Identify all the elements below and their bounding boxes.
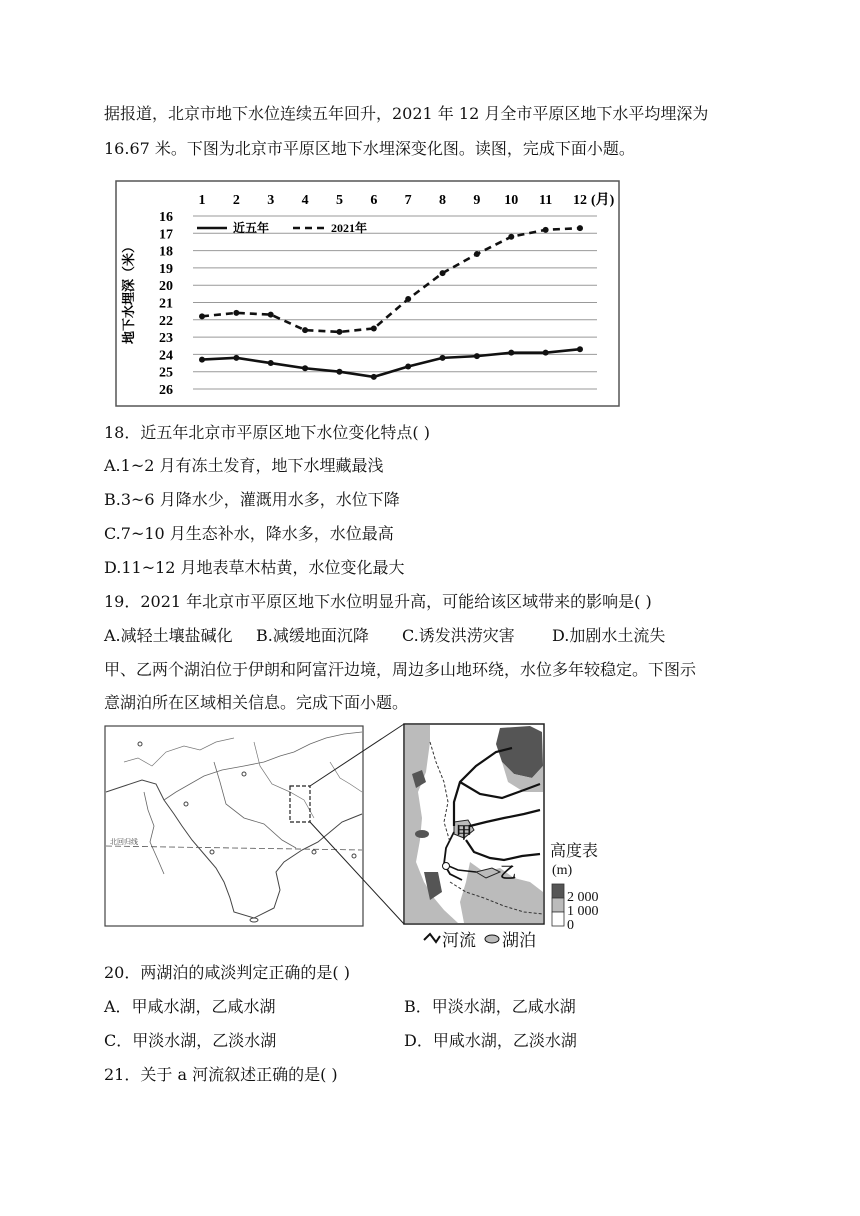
y-tick-label: 25 — [159, 365, 173, 381]
data-point — [268, 312, 274, 318]
q20-option-b[interactable]: B．甲淡水湖，乙咸水湖 — [404, 997, 576, 1016]
data-point — [474, 353, 480, 359]
q18-option-d[interactable]: D.11~12 月地表草木枯黄，水位变化最大 — [104, 558, 405, 577]
data-point — [268, 360, 274, 366]
q18-option-b[interactable]: B.3~6 月降水少，灌溉用水多，水位下降 — [104, 490, 400, 509]
q21-stem: 21．关于 a 河流叙述正确的是( ) — [104, 1065, 338, 1084]
data-point — [199, 357, 205, 363]
x-axis-unit: (月) — [591, 193, 615, 208]
x-tick-label: 2 — [232, 193, 240, 208]
y-tick-label: 24 — [159, 348, 173, 364]
q20-option-a[interactable]: A．甲咸水湖，乙咸水湖 — [104, 997, 276, 1016]
map-legend — [424, 931, 536, 950]
y-tick-label: 22 — [159, 313, 173, 329]
lake-jia-label: 甲 — [456, 825, 473, 842]
q18-option-a[interactable]: A.1~2 月有冻土发育，地下水埋藏最浅 — [104, 456, 384, 475]
intro-line-2: 16.67 米。下图为北京市平原区地下水埋深变化图。读图，完成下面小题。 — [104, 139, 635, 158]
data-point — [199, 313, 205, 319]
legend-label-1: 近五年 — [233, 221, 270, 235]
lake-yi-label: 乙 — [500, 865, 517, 882]
elevation-swatch-low — [552, 912, 564, 926]
y-tick-label: 17 — [159, 227, 173, 243]
x-tick-label: 12 — [573, 193, 587, 208]
elevation-legend — [550, 841, 599, 933]
data-point — [233, 310, 239, 316]
y-axis-label: 地下水埋深（米） — [121, 239, 136, 345]
elevation-2000: 2 000 — [567, 890, 599, 905]
elevation-legend-title: 高度表 — [550, 843, 599, 860]
x-tick-label: 10 — [504, 193, 519, 208]
data-point — [508, 350, 514, 356]
overview-map — [105, 724, 404, 926]
groundwater-depth-chart — [115, 180, 620, 407]
inset-map — [404, 724, 544, 924]
x-tick-label: 9 — [473, 193, 481, 208]
region-map-figure — [104, 722, 624, 954]
q19-stem: 19．2021 年北京市平原区地下水位明显升高，可能给该区域带来的影响是( ) — [104, 592, 652, 611]
x-tick-label: 1 — [198, 193, 206, 208]
elevation-1000: 1 000 — [567, 904, 599, 919]
data-point — [371, 325, 377, 331]
y-tick-label: 20 — [159, 279, 173, 295]
q19-option-c[interactable]: C.诱发洪涝灾害 — [402, 626, 515, 645]
data-point — [233, 355, 239, 361]
y-tick-label: 19 — [159, 261, 173, 277]
data-point — [577, 346, 583, 352]
q18-option-c[interactable]: C.7~10 月生态补水，降水多，水位最高 — [104, 524, 394, 543]
river-symbol — [424, 934, 440, 942]
legend-river-label: 河流 — [442, 931, 476, 950]
y-tick-label: 21 — [159, 296, 173, 312]
x-tick-label: 6 — [370, 193, 378, 208]
x-tick-label: 8 — [439, 193, 447, 208]
data-point — [508, 234, 514, 240]
q20-stem: 20．两湖泊的咸淡判定正确的是( ) — [104, 963, 350, 982]
x-tick-label: 3 — [267, 193, 275, 208]
lake-symbol — [485, 935, 499, 943]
q18-stem: 18．近五年北京市平原区地下水位变化特点( ) — [104, 423, 430, 442]
data-point — [302, 365, 308, 371]
legend-lake-label: 湖泊 — [502, 931, 536, 950]
data-point — [440, 270, 446, 276]
data-point — [577, 225, 583, 231]
q19-option-d[interactable]: D.加剧水土流失 — [552, 626, 666, 645]
data-point — [543, 350, 549, 356]
y-tick-label: 16 — [159, 210, 173, 225]
elevation-swatch-mid — [552, 898, 564, 912]
q20-option-c[interactable]: C．甲淡水湖，乙淡水湖 — [104, 1031, 277, 1050]
data-point — [474, 251, 480, 257]
data-point — [336, 369, 342, 375]
intro2-line-1: 甲、乙两个湖泊位于伊朗和阿富汗边境，周边多山地环绕，水位多年较稳定。下图示 — [104, 660, 697, 679]
y-tick-label: 18 — [159, 244, 173, 260]
q19-option-a[interactable]: A.减轻土壤盐碱化 — [104, 626, 233, 645]
data-point — [302, 327, 308, 333]
elevation-legend-unit: (m) — [552, 863, 573, 878]
x-tick-label: 11 — [539, 193, 553, 208]
data-point — [440, 355, 446, 361]
intro-line-1: 据报道，北京市地下水位连续五年回升，2021 年 12 月全市平原区地下水平均埋深为 — [104, 104, 709, 123]
y-tick-label: 23 — [159, 331, 173, 347]
q19-option-b[interactable]: B.减缓地面沉降 — [256, 626, 369, 645]
chart-frame — [116, 181, 619, 406]
legend-label-2: 2021年 — [331, 221, 368, 235]
data-point — [405, 364, 411, 370]
x-tick-label: 5 — [335, 193, 343, 208]
q20-option-d[interactable]: D．甲咸水湖，乙淡水湖 — [404, 1031, 577, 1050]
data-point — [405, 296, 411, 302]
elevation-0: 0 — [567, 918, 574, 933]
y-tick-label: 26 — [159, 383, 173, 398]
x-tick-label: 4 — [301, 193, 309, 208]
tropic-label: 北回归线 — [110, 838, 138, 846]
x-tick-label: 7 — [404, 193, 412, 208]
data-point — [371, 374, 377, 380]
intro2-line-2: 意湖泊所在区域相关信息。完成下面小题。 — [104, 693, 409, 712]
data-point — [336, 329, 342, 335]
elevation-swatch-high — [552, 884, 564, 898]
data-point — [543, 227, 549, 233]
